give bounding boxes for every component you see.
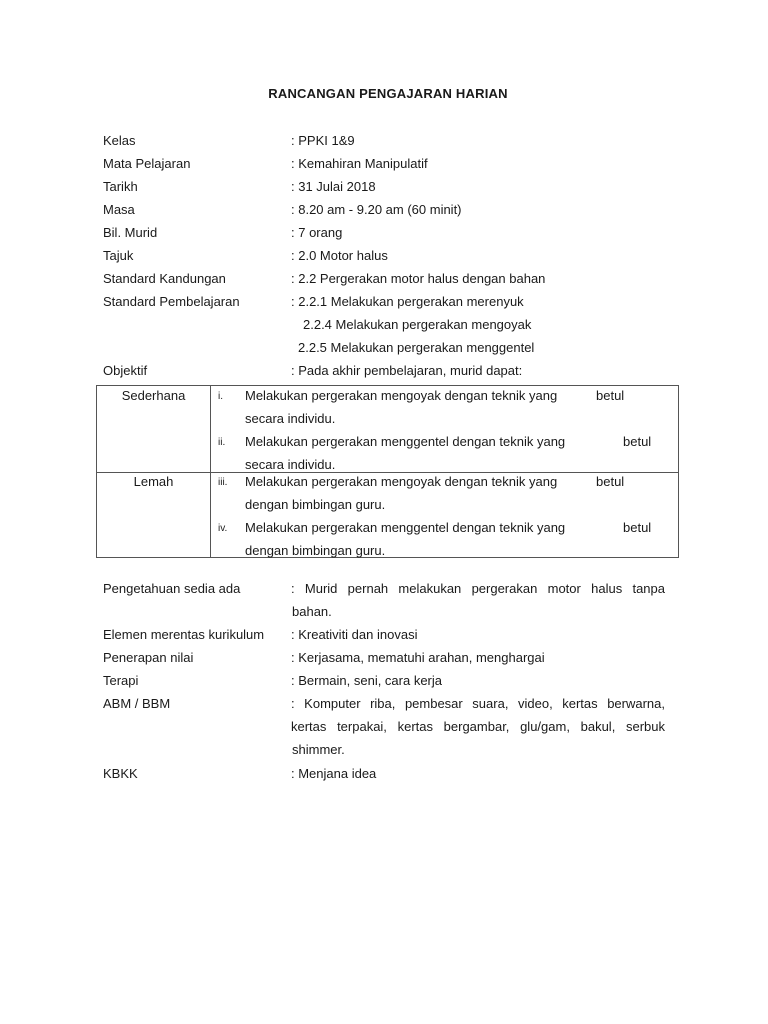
detail-value-justified (291, 696, 665, 712)
objective-item-text: Melakukan pergerakan mengoyak dengan teknik yang (245, 388, 558, 403)
info-value: : PPKI 1&9 (291, 133, 355, 148)
word: melakukan (398, 581, 462, 596)
info-label: Objektif (103, 363, 148, 378)
word: motor (547, 581, 581, 596)
word: kertas (397, 719, 433, 734)
info-label: Bil. Murid (103, 225, 158, 240)
word: pembesar (404, 696, 463, 711)
detail-value: : Bermain, seni, cara kerja (291, 673, 443, 688)
detail-value-continued: shimmer. (292, 742, 345, 757)
info-value: : 2.2.1 Melakukan pergerakan merenyuk (291, 294, 524, 309)
detail-value-justified (291, 719, 665, 735)
info-label: Tarikh (103, 179, 138, 194)
item-number: ii. (218, 437, 226, 448)
objective-item-text: secara individu. (245, 411, 336, 426)
word: pernah (347, 581, 389, 596)
info-value: : 2.2 Pergerakan motor halus dengan bahan (291, 271, 546, 286)
category-sederhana: Sederhana (121, 388, 186, 403)
word: Komputer (304, 696, 361, 711)
info-value: : Pada akhir pembelajaran, murid dapat: (291, 363, 523, 378)
word: : (291, 696, 295, 711)
word: kertas (291, 719, 327, 734)
category-lemah: Lemah (133, 474, 174, 489)
detail-label: ABM / BBM (103, 696, 171, 711)
detail-label: Elemen merentas kurikulum (103, 627, 265, 642)
objective-item-text: dengan bimbingan guru. (245, 497, 386, 512)
word: berwarna, (607, 696, 665, 711)
word: bergambar, (443, 719, 510, 734)
word: terpakai, (337, 719, 387, 734)
detail-label: Penerapan nilai (103, 650, 194, 665)
objective-item-text: Melakukan pergerakan menggentel dengan teknik yang (245, 434, 566, 449)
info-value: : 7 orang (291, 225, 343, 240)
table-divider (97, 472, 678, 473)
word: glu/gam, (520, 719, 570, 734)
detail-value-continued: bahan. (292, 604, 332, 619)
detail-value: : Kreativiti dan inovasi (291, 627, 418, 642)
info-value: : 8.20 am - 9.20 am (60 minit) (291, 202, 462, 217)
word: halus (591, 581, 623, 596)
word: kertas (562, 696, 598, 711)
info-value: : Kemahiran Manipulatif (291, 156, 428, 171)
info-label: Standard Pembelajaran (103, 294, 240, 309)
objectives-table (96, 385, 679, 558)
standard-pembelajaran-item: 2.2.4 Melakukan pergerakan mengoyak (303, 317, 532, 332)
info-label: Tajuk (103, 248, 134, 263)
word: serbuk (625, 719, 665, 734)
word: tanpa (632, 581, 665, 596)
detail-value: : Menjana idea (291, 766, 377, 781)
detail-label: Pengetahuan sedia ada (103, 581, 241, 596)
objective-item-text: secara individu. (245, 457, 336, 472)
word: pergerakan (471, 581, 538, 596)
info-value: : 2.0 Motor halus (291, 248, 388, 263)
item-number: iv. (218, 523, 228, 534)
standard-pembelajaran-item: 2.2.5 Melakukan pergerakan menggentel (298, 340, 535, 355)
objective-item-betul: betul (596, 474, 625, 489)
word: riba, (370, 696, 396, 711)
detail-value: : Kerjasama, mematuhi arahan, menghargai (291, 650, 545, 665)
info-label: Kelas (103, 133, 136, 148)
objective-item-text: dengan bimbingan guru. (245, 543, 386, 558)
info-value: : 31 Julai 2018 (291, 179, 376, 194)
document-title: RANCANGAN PENGAJARAN HARIAN (268, 86, 508, 101)
word: : (291, 581, 295, 596)
info-label: Masa (103, 202, 135, 217)
objective-item-text: Melakukan pergerakan mengoyak dengan teknik yang (245, 474, 558, 489)
item-number: iii. (218, 477, 228, 488)
detail-label: Terapi (103, 673, 139, 688)
detail-value-justified (291, 581, 665, 597)
word: bakul, (580, 719, 616, 734)
info-label: Mata Pelajaran (103, 156, 191, 171)
detail-label: KBKK (103, 766, 138, 781)
objective-item-betul: betul (596, 388, 625, 403)
word: suara, (472, 696, 509, 711)
objective-item-betul: betul (623, 520, 652, 535)
info-label: Standard Kandungan (103, 271, 226, 286)
objective-item-betul: betul (623, 434, 652, 449)
word: Murid (304, 581, 338, 596)
item-number: i. (218, 391, 223, 402)
objective-item-text: Melakukan pergerakan menggentel dengan teknik yang (245, 520, 566, 535)
word: video, (517, 696, 553, 711)
